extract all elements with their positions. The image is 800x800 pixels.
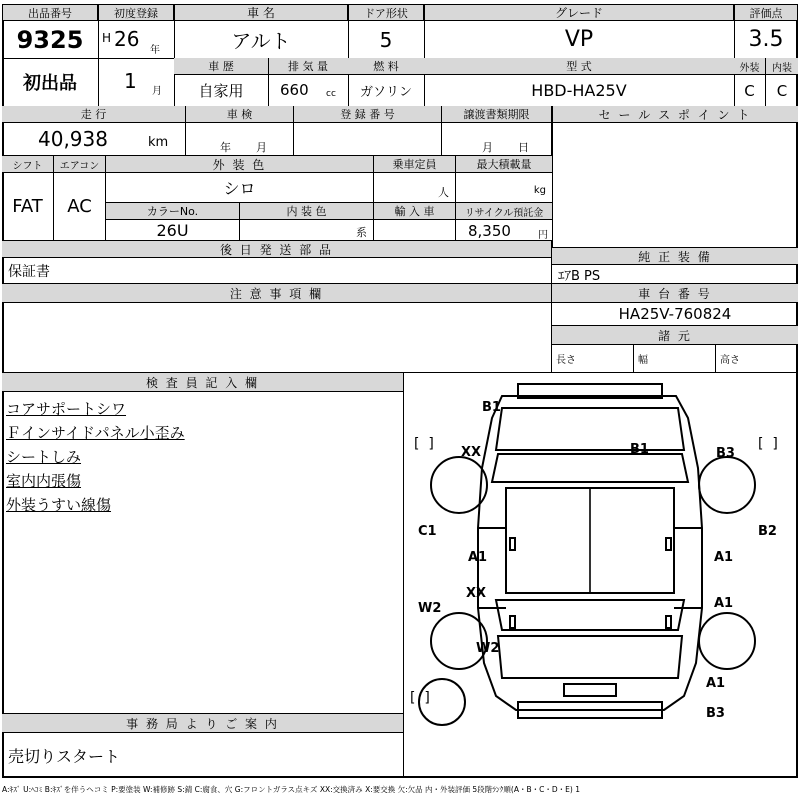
first-registration-label: 初度登録 [98,4,174,21]
bracket-right-front: [ ] [758,436,778,452]
transfer-deadline-value [442,123,552,156]
later-parts-label: 後 日 発 送 部 品 [2,241,552,258]
recycle-unit: 円 [538,230,548,241]
capacity-value [374,173,456,203]
length-label: 長さ [552,345,634,373]
displacement-label: 排 気 量 [268,58,348,75]
import-label: 輸 入 車 [374,203,456,220]
wheel-rear-right [698,612,756,670]
aircon-label: エアコン [54,156,106,173]
divider [552,106,553,248]
damage-mark: XX [461,445,482,460]
fuel-label: 燃 料 [348,58,424,75]
reg-era: H [102,31,112,45]
car-name-value: アルト [231,29,291,53]
chassis-number-value: HA25V-760824 [552,303,798,326]
inspection-month-unit: 月 [256,141,267,154]
displacement-unit: cc [326,89,336,99]
interior-grade-value: C [776,81,788,100]
reg-year-number: 26 [114,27,140,51]
bracket-left-front: [ ] [414,436,434,452]
wheel-front-left [430,456,488,514]
damage-mark: W2 [418,601,442,616]
max-load-unit: kg [533,185,546,196]
mileage-number: 40,938 [38,127,108,151]
color-number-value: 26U [106,220,240,241]
registration-number-label: 登 録 番 号 [294,106,442,123]
inspector-notes-label: 検 査 員 記 入 欄 [2,373,404,392]
capacity-label: 乗車定員 [374,156,456,173]
color-number-label: カラーNo. [106,203,240,220]
grade-value: VP [564,27,594,52]
exterior-grade-value: C [734,75,766,106]
exterior-color-label: 外 装 色 [106,156,374,173]
damage-mark: A1 [714,550,734,565]
interior-color-value [240,220,374,241]
shift-value: FAT [2,173,54,241]
office-notice-value: 売切りスタート [2,733,404,778]
wheel-front-right [698,456,756,514]
damage-mark: A1 [714,596,734,611]
damage-mark: B3 [706,706,725,721]
door-shape-value: 5 [379,27,393,52]
grade-label: グレード [424,4,734,21]
divider [268,58,269,106]
history-label: 車 歴 [174,58,268,75]
displacement-value [268,75,348,106]
first-listing-badge: 初出品 [23,73,77,94]
height-label: 高さ [716,345,798,373]
score-value: 3.5 [748,27,784,52]
later-parts-value: 保証書 [2,258,552,284]
door-shape-label: ドア形状 [348,4,424,21]
mileage-value [2,123,186,156]
lot-number-label: 出品番号 [2,4,98,21]
first-registration-month [98,58,174,106]
genuine-equipment-value: ｴｱB PS [552,265,798,284]
car-name-label: 車 名 [174,4,348,21]
inspector-note-line: 外装うすい線傷 [6,496,112,514]
lot-number-value: 9325 [16,25,84,54]
inspector-notes-value [2,392,404,714]
inspection-year-unit: 年 [220,141,231,154]
capacity-unit: 人 [438,186,449,199]
max-load-label: 最大積載量 [456,156,552,173]
damage-mark: XX [466,586,487,601]
inspector-note-line: Ｆインサイドパネル小歪み [6,424,185,442]
sales-point-label: セ ー ル ス ポ イ ン ト [552,106,798,123]
recycle-deposit-label: リサイクル預託金 [456,203,552,220]
transfer-month-unit: 月 [482,141,493,154]
mileage-unit: km [148,135,169,150]
first-registration-value [98,21,174,58]
mileage-label: 走 行 [2,106,186,123]
damage-mark: C1 [418,524,437,539]
interior-grade-label: 内装 [766,58,798,75]
damage-mark: B1 [630,442,649,457]
dimensions-label: 諸 元 [552,326,798,345]
registration-number-value [294,123,442,156]
notes-label: 注 意 事 項 欄 [2,284,552,303]
exterior-color-value: シロ [106,173,374,203]
inspector-note-line: コアサポートシワ [6,400,127,418]
damage-mark: A1 [706,676,726,691]
transfer-day-unit: 日 [518,141,529,154]
inspector-note-line: 室内内張傷 [6,472,82,490]
damage-mark: B3 [716,446,735,461]
recycle-deposit-value [456,220,552,241]
exterior-grade-label: 外装 [734,58,766,75]
genuine-equipment-label: 純 正 装 備 [552,248,798,265]
aircon-value: AC [54,173,106,241]
car-damage-diagram [406,378,799,723]
damage-mark: A1 [468,550,488,565]
history-value: 自家用 [198,82,244,100]
fuel-value: ガソリン [359,85,412,100]
inspection-label: 車 検 [186,106,294,123]
reg-year-unit: 年 [150,45,160,56]
score-label: 評価点 [734,4,798,21]
bracket-left-rear: [ ] [410,690,430,706]
sales-point-value [552,123,798,248]
model-label: 型 式 [424,58,734,75]
shift-label: シフト [2,156,54,173]
max-load-value [456,173,552,203]
chassis-number-label: 車 台 番 号 [552,284,798,303]
legend-footnote: A:ｷｽﾞ U:ﾍｺﾐ B:ｷｽﾞを伴うヘコミ P:要塗装 W:補修跡 S:錆 C:腐食、穴 G:フロントガラス点キズ XX:交換済み X:要交換 欠:欠品 内・外装評価 5段階ﾗﾝｸ順(A・B・C・D・E) 1 [2,785,580,794]
import-value [374,220,456,241]
model-value: HBD-HA25V [531,81,627,100]
interior-color-label: 内 装 色 [240,203,374,220]
transfer-deadline-label: 譲渡書類期限 [442,106,552,123]
damage-mark: B2 [758,524,777,539]
office-notice-label: 事 務 局 よ り ご 案 内 [2,714,404,733]
damage-mark: W2 [476,641,500,656]
recycle-amount: 8,350 [468,222,511,240]
inspector-note-line: シートしみ [6,448,82,466]
damage-mark: B1 [482,400,501,415]
reg-month-number: 1 [124,69,137,93]
displacement-number: 660 [280,81,309,99]
width-label: 幅 [634,345,716,373]
interior-color-suffix: 系 [356,226,367,239]
notes-value [2,303,552,373]
inspection-value [186,123,294,156]
reg-month-unit: 月 [152,86,162,97]
